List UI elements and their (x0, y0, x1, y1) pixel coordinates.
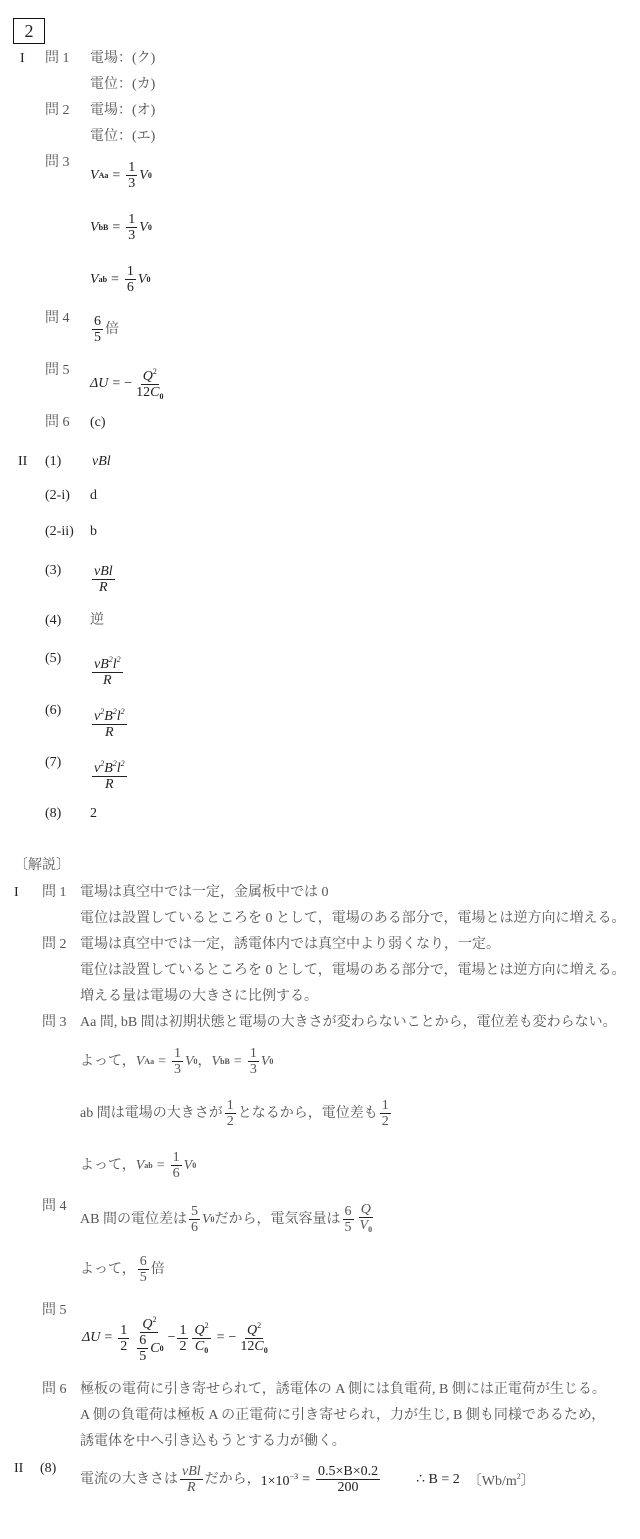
q1-field-answer: 電場：(ク) (90, 51, 156, 66)
exp-q6-line: A 側の負電荷は極板 A の正電荷に引き寄せられ，力が生じ, B 側も同様であるため， (80, 1408, 606, 1423)
item-2i-answer: d (90, 488, 97, 503)
exp-q3-label: 問 3 (42, 1015, 67, 1030)
exp-q4-result: よって， $\frac{6}{5}$ 倍 (80, 1254, 165, 1285)
exp-q3-ab-line: ab 間は電場の大きさが $\frac{1}{2}$ となるから，電位差も $\frac{1}{2}$ (80, 1098, 389, 1129)
item-2i-label: (2-i) (45, 488, 70, 503)
exp-q6-line: 極板の電荷に引き寄せられて，誘電体の A 側には負電荷, B 側には正電荷が生じる。 (80, 1382, 606, 1397)
exp-q2-line: 増える量は電場の大きさに比例する。 (80, 989, 318, 1004)
exp-q3-line1: Aa 間, bB 間は初期状態と電場の大きさが変わらないことから，電位差も変わらない。 (80, 1015, 617, 1030)
part1-label: I (20, 51, 25, 66)
exp-q5-formula: ΔU = $\frac{1}{2}$ $Q^2$ $\frac{6}{5}$ C 0 − $\frac{1}{2}$ $\frac{Q^2}{C_0}$ = − $\frac{Q^2}{12C_0}$ (82, 1312, 272, 1364)
q2-field-answer: 電場：(オ) (90, 103, 156, 118)
item-3-label: (3) (45, 563, 62, 578)
exp-q8-label: (8) (40, 1461, 57, 1476)
exp-part2-label: II (14, 1461, 24, 1476)
q4-label: 問 4 (45, 311, 70, 326)
q5-label: 問 5 (45, 363, 70, 378)
q3-vaa-formula: V Aa = $\frac{1}{3}$ V 0 (90, 160, 152, 191)
exp-q6-label: 問 6 (42, 1382, 67, 1397)
item-7-label: (7) (45, 755, 62, 770)
exp-q2-line: 電位は設置しているところを 0 として，電場のある部分で，電場とは逆方向に増える。 (80, 963, 626, 978)
exp-q1-label: 問 1 (42, 885, 67, 900)
q6-label: 問 6 (45, 415, 70, 430)
exp-q1-line: 電位は設置しているところを 0 として，電場のある部分で，電場とは逆方向に増える。 (80, 911, 626, 926)
item-5-label: (5) (45, 651, 62, 666)
q4-answer: $\frac{6}{5}$ 倍 (94, 314, 119, 345)
exp-q5-label: 問 5 (42, 1303, 67, 1318)
exp-q1-line: 電場は真空中では一定，金属板中では 0 (80, 885, 329, 900)
q2-potential-answer: 電位：(エ) (90, 129, 156, 144)
item-3-answer: $\frac{\text{vBl}}{R}$ (94, 564, 113, 595)
item-8-label: (8) (45, 806, 62, 821)
item-8-answer: 2 (90, 806, 97, 821)
q5-answer: ΔU = − $\frac{Q^2}{12C_0}$ (90, 364, 167, 404)
exp-q6-line: 誘電体を中へ引き込もうとする力が働く。 (80, 1434, 346, 1449)
exp-q2-line: 電場は真空中では一定，誘電体内では真空中より弱くなり，一定。 (80, 937, 500, 952)
item-1-answer: vBl (92, 454, 111, 469)
q1-potential-answer: 電位：(カ) (90, 77, 156, 92)
q6-answer: (c) (90, 415, 106, 430)
item-1-label: (1) (45, 454, 62, 469)
q2-label: 問 2 (45, 103, 70, 118)
exp-part1-label: I (14, 885, 19, 900)
item-6-answer: $\frac{v^2B^2l^2}{R}$ (90, 704, 129, 740)
exp-q4-line: AB 間の電位差は $\frac{5}{6}$ V 0 だから，電気容量は $\frac{6}{5}$ $\frac{Q}{V_0}$ (80, 1202, 373, 1235)
q1-label: 問 1 (45, 51, 70, 66)
item-5-answer: $\frac{vB^2l^2}{R}$ (90, 652, 125, 688)
explanation-heading: 〔解説〕 (14, 858, 70, 873)
item-2ii-answer: b (90, 524, 97, 539)
q3-label: 問 3 (45, 155, 70, 170)
item-6-label: (6) (45, 703, 62, 718)
item-4-label: (4) (45, 613, 62, 628)
exp-q8-line: 電流の大きさは $\frac{\text{vBl}}{R}$ だから， $1\times 10^{-3}$ = $\frac{0.5\times B\times 0.2}{200}$ ∴ B = 2 〔$Wb/m^2$〕 (80, 1464, 535, 1495)
exp-q2-label: 問 2 (42, 937, 67, 952)
exp-q3-formula2: よって， V ab = $\frac{1}{6}$ V 0 (80, 1150, 197, 1181)
item-4-answer: 逆 (90, 613, 104, 628)
exp-q4-label: 問 4 (42, 1199, 67, 1214)
problem-number: 2 (13, 18, 45, 44)
part2-label: II (18, 454, 28, 469)
item-7-answer: $\frac{v^2B^2l^2}{R}$ (90, 756, 129, 792)
q3-vbb-formula: V bB = $\frac{1}{3}$ V 0 (90, 212, 152, 243)
item-2ii-label: (2-ii) (45, 524, 74, 539)
q3-vab-formula: V ab = $\frac{1}{6}$ V 0 (90, 264, 151, 295)
exp-q3-formula1: よって， V Aa = $\frac{1}{3}$ V 0 ， V bB = $\frac{1}{3}$ V 0 (80, 1046, 274, 1077)
